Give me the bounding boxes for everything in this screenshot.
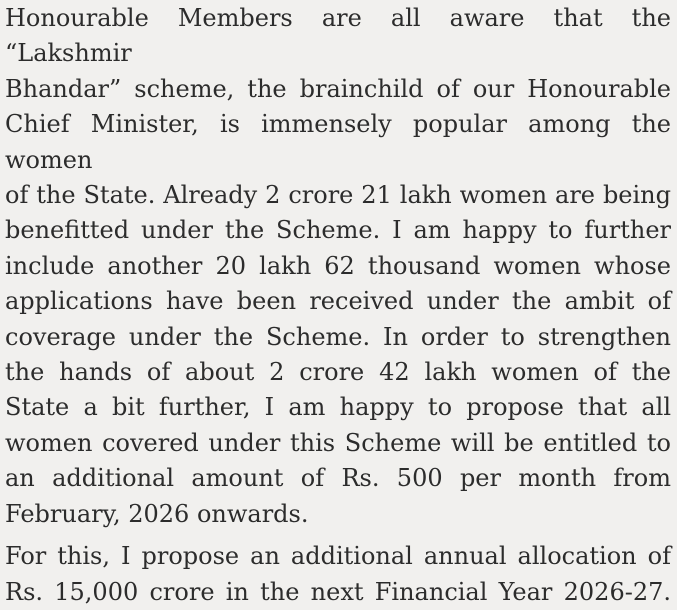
text-line: benefitted under the Scheme. I am happy to further — [5, 216, 671, 245]
text-line: Bhandar” scheme, the brainchild of our Honourable — [5, 74, 671, 103]
text-line: coverage under the Scheme. In order to strengthen — [5, 322, 671, 351]
text-line: Chief Minister, is immensely popular among the women — [5, 110, 671, 174]
text-line: an additional amount of Rs. 500 per month from — [5, 464, 671, 493]
text-line: include another 20 lakh 62 thousand women whose — [5, 251, 671, 280]
text-line: of the State. Already 2 crore 21 lakh women are being — [5, 181, 671, 210]
text-line: applications have been received under the ambit of — [5, 287, 671, 316]
text-line: women covered under this Scheme will be entitled to — [5, 428, 671, 457]
speech-paragraph-allocation — [5, 539, 671, 610]
text-line: State a bit further, I am happy to propose that all — [5, 393, 671, 422]
text-line: For this, I propose an additional annual allocation of — [5, 542, 671, 571]
text-line: the hands of about 2 crore 42 lakh women of the — [5, 358, 671, 387]
text-line: Honourable Members are all aware that the “Lakshmir — [5, 4, 671, 68]
text-line: February, 2026 onwards. — [5, 499, 309, 528]
text-line: Rs. 15,000 crore in the next Financial Year 2026-27. — [5, 577, 671, 606]
speech-paragraph-scheme — [5, 1, 671, 532]
